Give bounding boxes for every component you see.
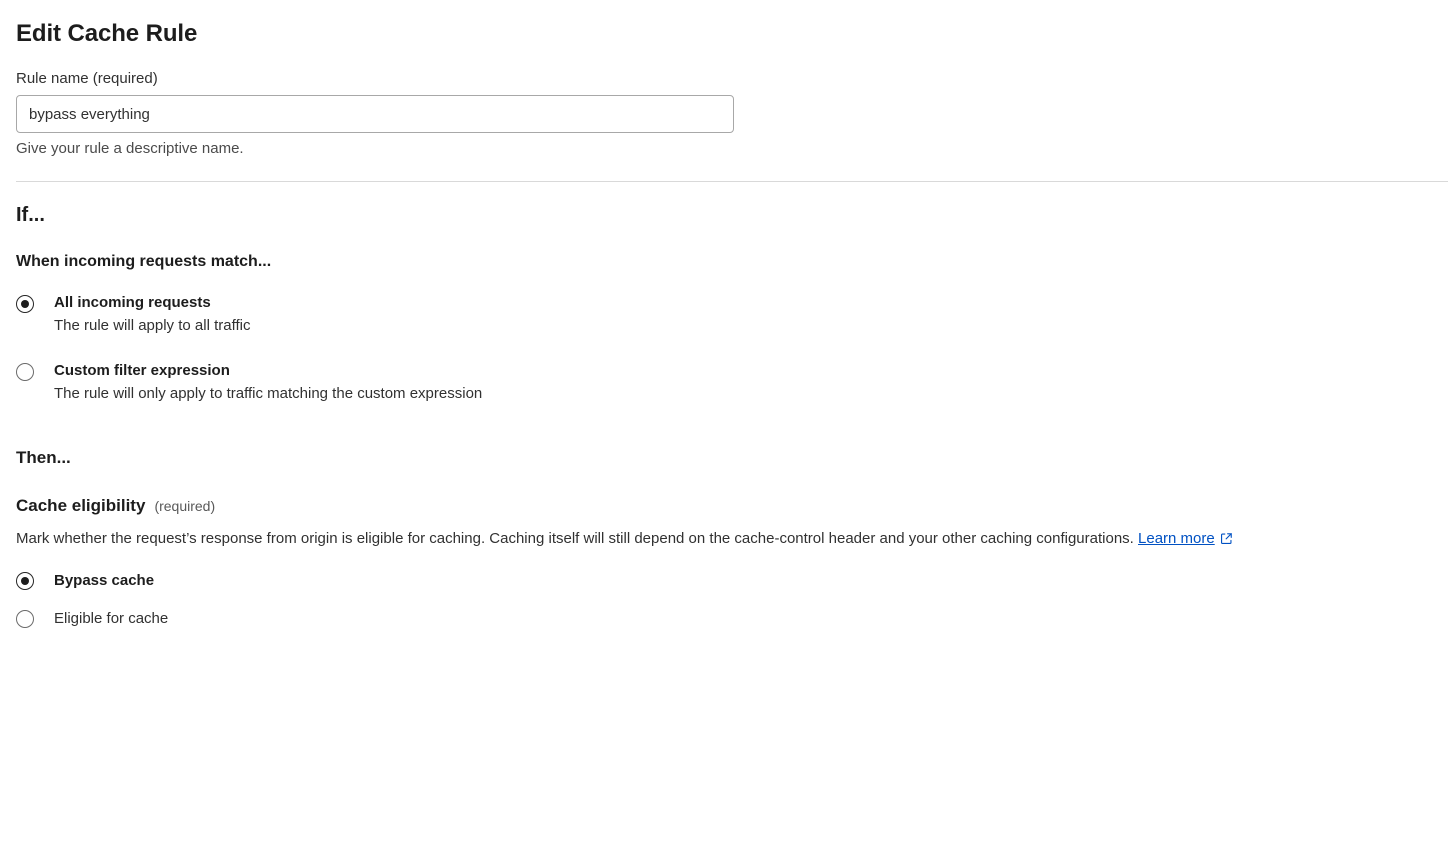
radio-option-all-incoming-requests[interactable] bbox=[16, 293, 1438, 337]
if-section-heading: If... bbox=[16, 204, 45, 226]
external-link-icon[interactable] bbox=[1220, 530, 1233, 552]
rule-name-input[interactable] bbox=[16, 95, 734, 133]
radio-desc-custom-filter-expression: The rule will only apply to traffic matching the custom expression bbox=[54, 384, 483, 402]
radio-unselected-icon[interactable] bbox=[16, 363, 34, 381]
cache-eligibility-radio-group bbox=[16, 572, 1438, 628]
radio-label-custom-filter-expression: Custom filter expression bbox=[54, 361, 230, 379]
section-divider bbox=[16, 181, 1448, 182]
radio-label-eligible-for-cache: Eligible for cache bbox=[54, 610, 169, 628]
then-section-heading: Then... bbox=[16, 448, 71, 467]
incoming-requests-radio-group bbox=[16, 293, 1438, 404]
cache-eligibility-title: Cache eligibility bbox=[16, 496, 146, 515]
rule-name-field-group bbox=[16, 70, 1438, 157]
cache-eligibility-description bbox=[16, 528, 1438, 552]
incoming-requests-match-heading: When incoming requests match... bbox=[16, 253, 272, 270]
cache-eligibility-required-tag: (required) bbox=[154, 498, 216, 514]
radio-selected-icon[interactable] bbox=[16, 572, 34, 590]
learn-more-link[interactable]: Learn more bbox=[1138, 530, 1215, 547]
radio-unselected-icon[interactable] bbox=[16, 610, 34, 628]
radio-option-eligible-for-cache[interactable] bbox=[16, 610, 1438, 628]
rule-name-label: Rule name (required) bbox=[16, 70, 158, 87]
radio-desc-all-incoming-requests: The rule will apply to all traffic bbox=[54, 317, 251, 335]
radio-option-bypass-cache[interactable] bbox=[16, 572, 1438, 590]
radio-label-bypass-cache: Bypass cache bbox=[54, 572, 155, 590]
page-title: Edit Cache Rule bbox=[16, 20, 198, 47]
cache-eligibility-description-text: Mark whether the request’s response from origin is eligible for caching. Caching itself will still depend on the cache-control header and your other caching configurations. bbox=[16, 530, 1134, 547]
rule-name-helper-text: Give your rule a descriptive name. bbox=[16, 140, 244, 157]
radio-selected-icon[interactable] bbox=[16, 295, 34, 313]
radio-label-all-incoming-requests: All incoming requests bbox=[54, 294, 211, 311]
cache-eligibility-heading-row bbox=[16, 496, 1438, 516]
radio-option-custom-filter-expression[interactable] bbox=[16, 361, 1438, 405]
